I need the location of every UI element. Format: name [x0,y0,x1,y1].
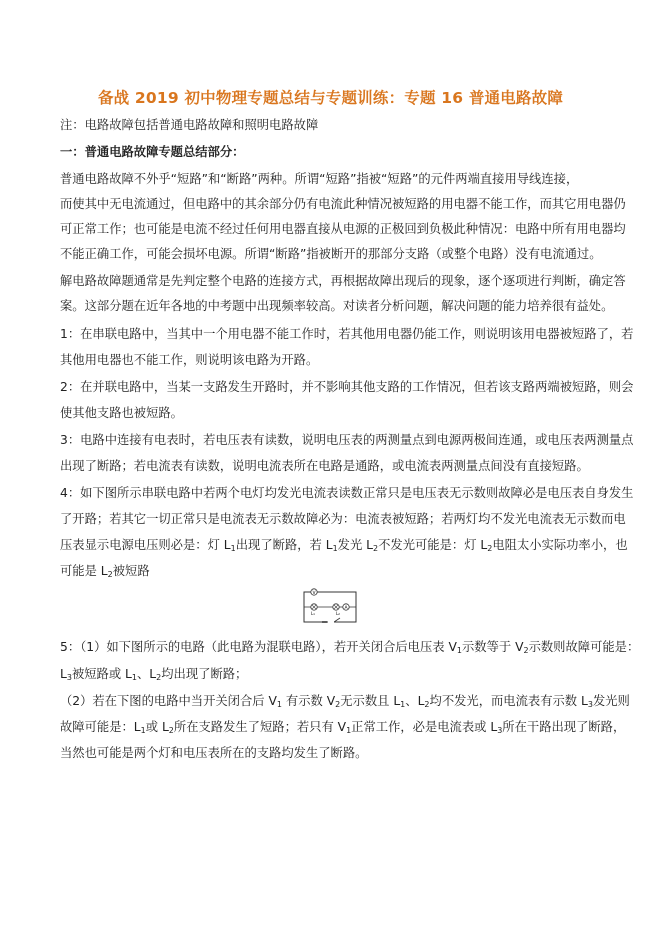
list-item-line: 使其他支路也被短路。 [60,406,183,420]
list-item-line: 故障可能是：$L_1$或 $L_2$所在支路发生了短路；若只有 $V_1$正常工作，必是电流表或 $L_3$所在干路出现了断路， [60,720,626,735]
paragraph-line: 可正常工作；也可能是电流不经过任何用电器直接从电源的正极回到负极此种情况：电路中所有用电器均 [60,222,626,236]
list-item-line: $L_3$被短路或 $L_1$、$L_2$均出现了断路； [60,667,248,682]
voltmeter-label: V [312,591,316,596]
paragraph-line: 普通电路故障不外乎“短路”和“断路”两种。所谓“短路”指被“短路”的元件两端直接用导线连接， [60,172,579,186]
list-item-line: 出现了断路；若电流表有读数，说明电流表所在电路是通路，或电流表两测量点间没有直接短路。 [60,459,589,473]
lamp-1-label: L₁ [311,611,315,616]
note-line: 注：电路故障包括普通电路故障和照明电路故障 [60,118,319,132]
lamp-2-label: L₂ [336,611,340,616]
list-item-line: 其他用电器也不能工作，则说明该电路为开路。 [60,353,319,367]
list-item-line: 2：在并联电路中，当某一支路发生开路时，并不影响其他支路的工作情况，但若该支路两端被短路，则会 [60,380,634,394]
section-heading: 一：普通电路故障专题总结部分： [60,145,245,159]
paragraph-line: 不能正确工作，可能会损坏电源。所谓“断路”指被断开的那部分支路（或整个电路）没有电流通过。 [60,247,602,261]
list-item-line: 了开路；若其它一切正常只是电流表无示数故障必为：电流表被短路；若两灯均不发光电流表无示数而电 [60,512,626,526]
paragraph-line: 案。这部分题在近年各地的中考题中出现频率较高。对读者分析问题，解决问题的能力培养很有益处。 [60,299,614,313]
circuit-diagram [300,588,360,628]
list-item-line: 当然也可能是两个灯和电压表所在的支路均发生了断路。 [60,746,368,760]
ammeter-label: A [344,606,348,611]
list-item-line: （2）若在下图的电路中当开关闭合后 $V_1$ 有示数 $V_2$无示数且 $L_1$、$L_2$均不发光，而电流表有示数 $L_3$发光则 [60,694,630,709]
list-item-line: 1：在串联电路中，当其中一个用电器不能工作时，若其他用电器仍能工作，则说明该用电器被短路了，若 [60,327,634,341]
paragraph-line: 解电路故障题通常是先判定整个电路的连接方式，再根据故障出现后的现象，逐个逐项进行判断，确定答 [60,274,626,288]
paragraph-line: 而使其中无电流通过，但电路中的其余部分仍有电流此种情况被短路的用电器不能工作，而其它用电器仍 [60,197,626,211]
list-item-line: 压表显示电源电压则必是：灯 $L_1$出现了断路，若 $L_1$发光 $L_2$不发光可能是：灯 $L_2$电阻太小实际功率小，也 [60,538,628,553]
switch-symbol [334,618,340,622]
document-title: 备战 2019 初中物理专题总结与专题训练：专题 16 普通电路故障 [97,89,564,107]
list-item-line: 4：如下图所示串联电路中若两个电灯均发光电流表读数正常只是电压表无示数则故障必是电压表自身发生 [60,486,634,500]
list-item-line: 可能是 $L_2$被短路 [60,564,150,579]
list-item-line: 5：（1）如下图所示的电路（此电路为混联电路），若开关闭合后电压表 $V_1$示数等于 $V_2$示数则故障可能是： [60,640,640,655]
list-item-line: 3：电路中连接有电表时，若电压表有读数，说明电压表的两测量点到电源两极间连通，或电压表两测量点 [60,433,634,447]
